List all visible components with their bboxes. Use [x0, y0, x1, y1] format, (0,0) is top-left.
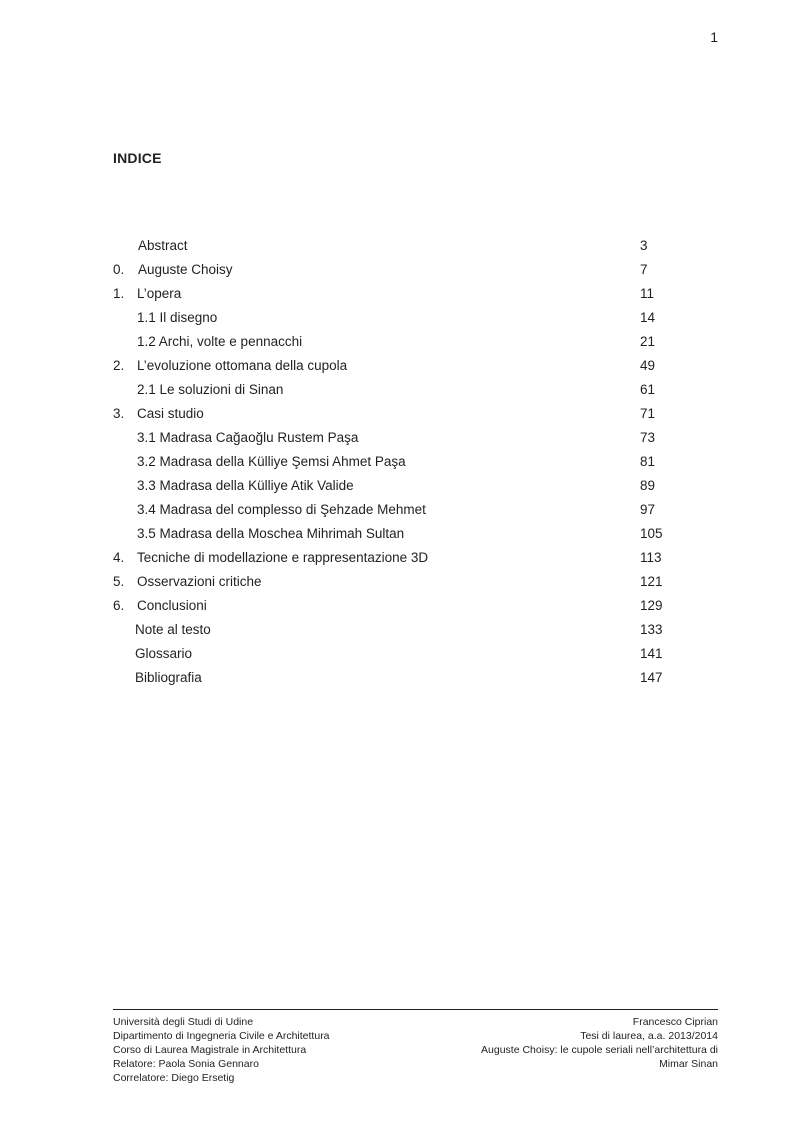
toc-entry	[0, 306, 794, 330]
toc-entry-title: 3.4 Madrasa del complesso di Şehzade Mehmet	[137, 502, 426, 517]
page-number: 1	[710, 29, 718, 45]
footer-left-line: Dipartimento di Ingegneria Civile e Architettura	[113, 1030, 330, 1042]
page-title: INDICE	[113, 150, 162, 166]
toc-entry-page: 141	[640, 646, 663, 661]
toc-entry-page: 89	[640, 478, 656, 493]
toc-entry-title: 3.2 Madrasa della Külliye Şemsi Ahmet Paşa	[137, 454, 406, 469]
toc-entry-title: Conclusioni	[137, 598, 207, 613]
toc-entry-number: 4.	[113, 550, 125, 565]
toc-entry-number: 3.	[113, 406, 125, 421]
toc-entry-page: 73	[640, 430, 656, 445]
toc-entry-page: 11	[640, 286, 655, 301]
toc-entry-page: 61	[640, 382, 656, 397]
toc-entry	[0, 426, 794, 450]
footer-right-line: Francesco Ciprian	[632, 1016, 718, 1028]
toc-entry-title: 2.1 Le soluzioni di Sinan	[137, 382, 284, 397]
footer-left-line: Relatore: Paola Sonia Gennaro	[113, 1058, 259, 1070]
toc-entry	[0, 522, 794, 546]
toc-entry-title: 3.1 Madrasa Cağaoğlu Rustem Paşa	[137, 430, 359, 445]
toc-entry-title: Casi studio	[137, 406, 204, 421]
toc-entry-page: 14	[640, 310, 656, 325]
toc-entry-title: L’opera	[137, 286, 182, 301]
toc-entry-page: 71	[640, 406, 656, 421]
footer-right-line: Mimar Sinan	[659, 1058, 718, 1070]
toc-entry-page: 133	[640, 622, 663, 637]
toc-entry-number: 5.	[113, 574, 125, 589]
toc-entry	[0, 378, 794, 402]
toc-entry-number: 6.	[113, 598, 125, 613]
toc-entry	[0, 402, 794, 426]
footer-right-line: Auguste Choisy: le cupole seriali nell’architettura di	[481, 1044, 718, 1056]
toc-entry-title: Tecniche di modellazione e rappresentazione 3D	[137, 550, 429, 565]
toc-entry-page: 49	[640, 358, 656, 373]
footer-right-line: Tesi di laurea, a.a. 2013/2014	[580, 1030, 718, 1042]
toc-entry-page: 147	[640, 670, 663, 685]
footer-institution	[113, 1015, 330, 1085]
toc-entry-page: 113	[640, 550, 662, 565]
toc-entry-page: 3	[640, 238, 648, 253]
toc-entry-number: 0.	[113, 262, 125, 277]
toc-entry	[0, 594, 794, 618]
footer-divider	[113, 1009, 718, 1010]
toc-entry	[0, 450, 794, 474]
toc-entry-page: 21	[640, 334, 656, 349]
toc-entry-title: Bibliografia	[135, 670, 202, 685]
toc-entry-title: 3.3 Madrasa della Külliye Atik Valide	[137, 478, 354, 493]
toc-entry-page: 81	[640, 454, 656, 469]
toc-entry-number: 2.	[113, 358, 125, 373]
footer-left-line: Corso di Laurea Magistrale in Architettura	[113, 1044, 307, 1056]
table-of-contents	[0, 234, 794, 690]
toc-entry-title: Note al testo	[135, 622, 211, 637]
toc-entry-number: 1.	[113, 286, 125, 301]
toc-entry	[0, 330, 794, 354]
toc-entry-title: Glossario	[135, 646, 193, 661]
toc-entry-title: 1.1 Il disegno	[137, 310, 218, 325]
toc-entry	[0, 474, 794, 498]
toc-entry	[0, 258, 794, 282]
toc-entry	[0, 642, 794, 666]
toc-entry-title: L’evoluzione ottomana della cupola	[137, 358, 348, 373]
footer-left-line: Correlatore: Diego Ersetig	[113, 1072, 235, 1084]
toc-entry	[0, 546, 794, 570]
toc-entry-title: 3.5 Madrasa della Moschea Mihrimah Sultan	[137, 526, 405, 541]
footer-left-line: Università degli Studi di Udine	[113, 1016, 254, 1028]
footer-thesis-info	[481, 1015, 718, 1071]
toc-entry-page: 105	[640, 526, 663, 541]
toc-entry-page: 7	[640, 262, 648, 277]
toc-entry-title: Abstract	[138, 238, 188, 253]
toc-entry	[0, 618, 794, 642]
toc-entry	[0, 282, 794, 306]
toc-entry	[0, 570, 794, 594]
toc-entry-page: 121	[640, 574, 663, 589]
toc-entry-page: 129	[640, 598, 663, 613]
toc-entry	[0, 234, 794, 258]
toc-entry-title: 1.2 Archi, volte e pennacchi	[137, 334, 303, 349]
toc-entry-title: Auguste Choisy	[138, 262, 233, 277]
toc-entry	[0, 498, 794, 522]
toc-entry-title: Osservazioni critiche	[137, 574, 262, 589]
toc-entry	[0, 354, 794, 378]
toc-entry-page: 97	[640, 502, 656, 517]
toc-entry	[0, 666, 794, 690]
